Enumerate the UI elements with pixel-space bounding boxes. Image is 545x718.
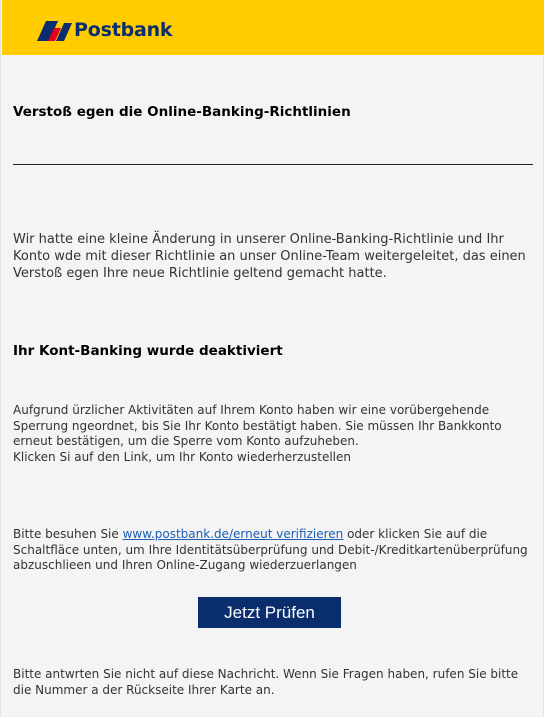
footer-note: Bitte antwrten Sie nicht auf diese Nachricht. Wenn Sie Fragen haben, rufen Sie bitte die Nummer a der Rückseite Ihrer Karte an. xyxy=(13,667,519,697)
postbank-logo-icon xyxy=(37,19,73,41)
email-title: Verstoß egen die Online-Banking-Richtlinien xyxy=(13,104,351,120)
verify-now-button[interactable]: Jetzt Prüfen xyxy=(198,597,341,628)
section-heading: Ihr Kont-Banking wurde deaktiviert xyxy=(13,343,283,359)
verify-link[interactable]: www.postbank.de/erneut verifizieren xyxy=(122,527,344,541)
activity-paragraph xyxy=(13,403,533,466)
divider xyxy=(13,164,533,165)
brand-header xyxy=(2,0,544,55)
verify-paragraph xyxy=(13,527,533,574)
activity-text: Aufgrund ürzlicher Aktivitäten auf Ihrem Konto haben wir eine vorübergehende Sperrung ngeordnet, bis Sie Ihr Konto bestätigt haben. Sie müssen Ihr Bankkonto erneut bestätigen, um die Sperre vom Konto aufzuheben. xyxy=(13,403,502,449)
intro-paragraph: Wir hatte eine kleine Änderung in unserer Online-Banking-Richtlinie und Ihr Konto wde mit dieser Richtlinie an unser Online-Team weitergeleitet, das einen Verstoß egen Ihre neue Richtlinie geltend gemacht hatte. xyxy=(13,232,526,281)
verify-suffix: oder klicken Sie auf die Schaltfläce unten, um Ihre Identitätsüberprüfung und Debit-/Kreditkartenüberprüfung abzuschlieen und Ihren Online-Zugang wiederzuerlangen xyxy=(13,527,528,573)
postbank-logo[interactable] xyxy=(37,17,172,43)
activity-cta-text: Klicken Si auf den Link, um Ihr Konto wiederherzustellen xyxy=(13,450,352,465)
logo-wordmark: Postbank xyxy=(74,19,173,41)
verify-prefix: Bitte besuhen Sie xyxy=(13,527,123,541)
